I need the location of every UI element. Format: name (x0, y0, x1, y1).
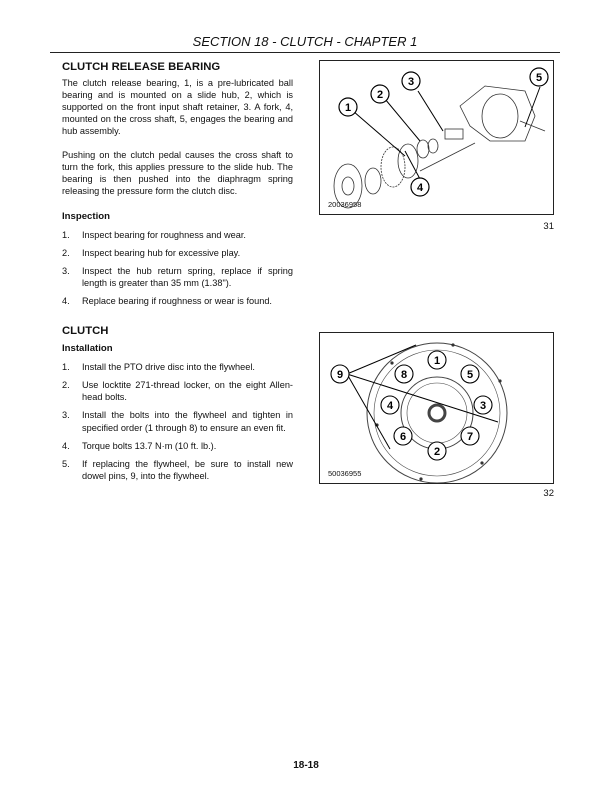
callout-6: 6 (399, 431, 407, 443)
list-item (62, 361, 293, 373)
paragraph: The clutch release bearing, 1, is a pre-lubricated ball bearing and is mounted on a slide hub, 2, which is supported on the front input shaft retainer, 3. A fork, 4, mounted on the cross shaft, 5, engages the bearing and hub assembly. (62, 78, 293, 137)
step-number: 4. (62, 296, 70, 307)
page-header (50, 34, 560, 53)
figure-flywheel-bolt-order (319, 332, 554, 484)
callout-9: 9 (336, 369, 344, 381)
subheading: Inspection (62, 210, 110, 222)
callout-7: 7 (466, 431, 474, 443)
step-number: 1. (62, 230, 70, 241)
callout-2: 2 (376, 89, 384, 101)
callout-1: 1 (433, 355, 441, 367)
step-number: 2. (62, 248, 70, 259)
step-number: 5. (62, 458, 70, 469)
callout-2: 2 (433, 446, 441, 458)
exploded-view-illustration (320, 61, 553, 214)
step-number: 2. (62, 380, 70, 391)
callout-5: 5 (466, 369, 474, 381)
step-number: 4. (62, 440, 70, 451)
list-item (62, 295, 293, 307)
release-bearing-section (62, 61, 293, 314)
list-item (62, 458, 293, 482)
step-text: Replace bearing if roughness or wear is found. (82, 296, 272, 307)
list-item (62, 247, 293, 259)
clutch-section (62, 325, 293, 488)
step-text: Inspect bearing hub for excessive play. (82, 248, 241, 259)
installation-steps (62, 361, 293, 482)
callout-8: 8 (400, 369, 408, 381)
step-text: Use locktite 271-thread locker, on the eight Allen-head bolts. (82, 380, 293, 403)
page-number: 18-18 (293, 760, 319, 771)
step-number: 1. (62, 362, 70, 373)
step-number: 3. (62, 410, 70, 421)
step-text: Inspect bearing for roughness and wear. (82, 230, 246, 241)
step-text: Inspect the hub return spring, replace if spring length is greater than 35 mm (1.38"). (82, 266, 293, 289)
list-item (62, 229, 293, 241)
figure-id: 50036955 (328, 469, 362, 478)
callout-4: 4 (416, 182, 424, 194)
callout-3: 3 (479, 400, 487, 412)
section-title: SECTION 18 - CLUTCH - CHAPTER 1 (192, 34, 418, 49)
figure-id: 20036958 (328, 200, 362, 209)
subheading: Installation (62, 343, 113, 355)
step-text: If replacing the flywheel, be sure to install new dowel pins, 9, into the flywheel. (82, 458, 293, 481)
section-heading: CLUTCH RELEASE BEARING (62, 61, 221, 73)
callout-3: 3 (407, 76, 415, 88)
list-item (62, 440, 293, 452)
flywheel-illustration (320, 333, 553, 483)
list-item (62, 379, 293, 403)
paragraph: Pushing on the clutch pedal causes the cross shaft to turn the fork, this applies pressure to the slide hub. The bearing is then pushed into the diaphragm spring releasing the pressure form the clutch disc. (62, 149, 293, 196)
callout-5: 5 (535, 72, 543, 84)
callout-1: 1 (344, 102, 352, 114)
figure-number: 31 (543, 221, 554, 232)
list-item (62, 265, 293, 289)
figure-number: 32 (543, 488, 554, 499)
step-number: 3. (62, 266, 70, 277)
section-heading: CLUTCH (62, 325, 109, 337)
step-text: Install the PTO drive disc into the flywheel. (82, 362, 255, 373)
step-text: Install the bolts into the flywheel and tighten in specified order (1 through 8) to ensure an even fit. (82, 410, 293, 433)
figure-clutch-release-exploded (319, 60, 554, 215)
inspection-steps (62, 229, 293, 307)
list-item (62, 409, 293, 433)
step-text: Torque bolts 13.7 N·m (10 ft. lb.). (82, 440, 217, 451)
callout-4: 4 (386, 400, 394, 412)
